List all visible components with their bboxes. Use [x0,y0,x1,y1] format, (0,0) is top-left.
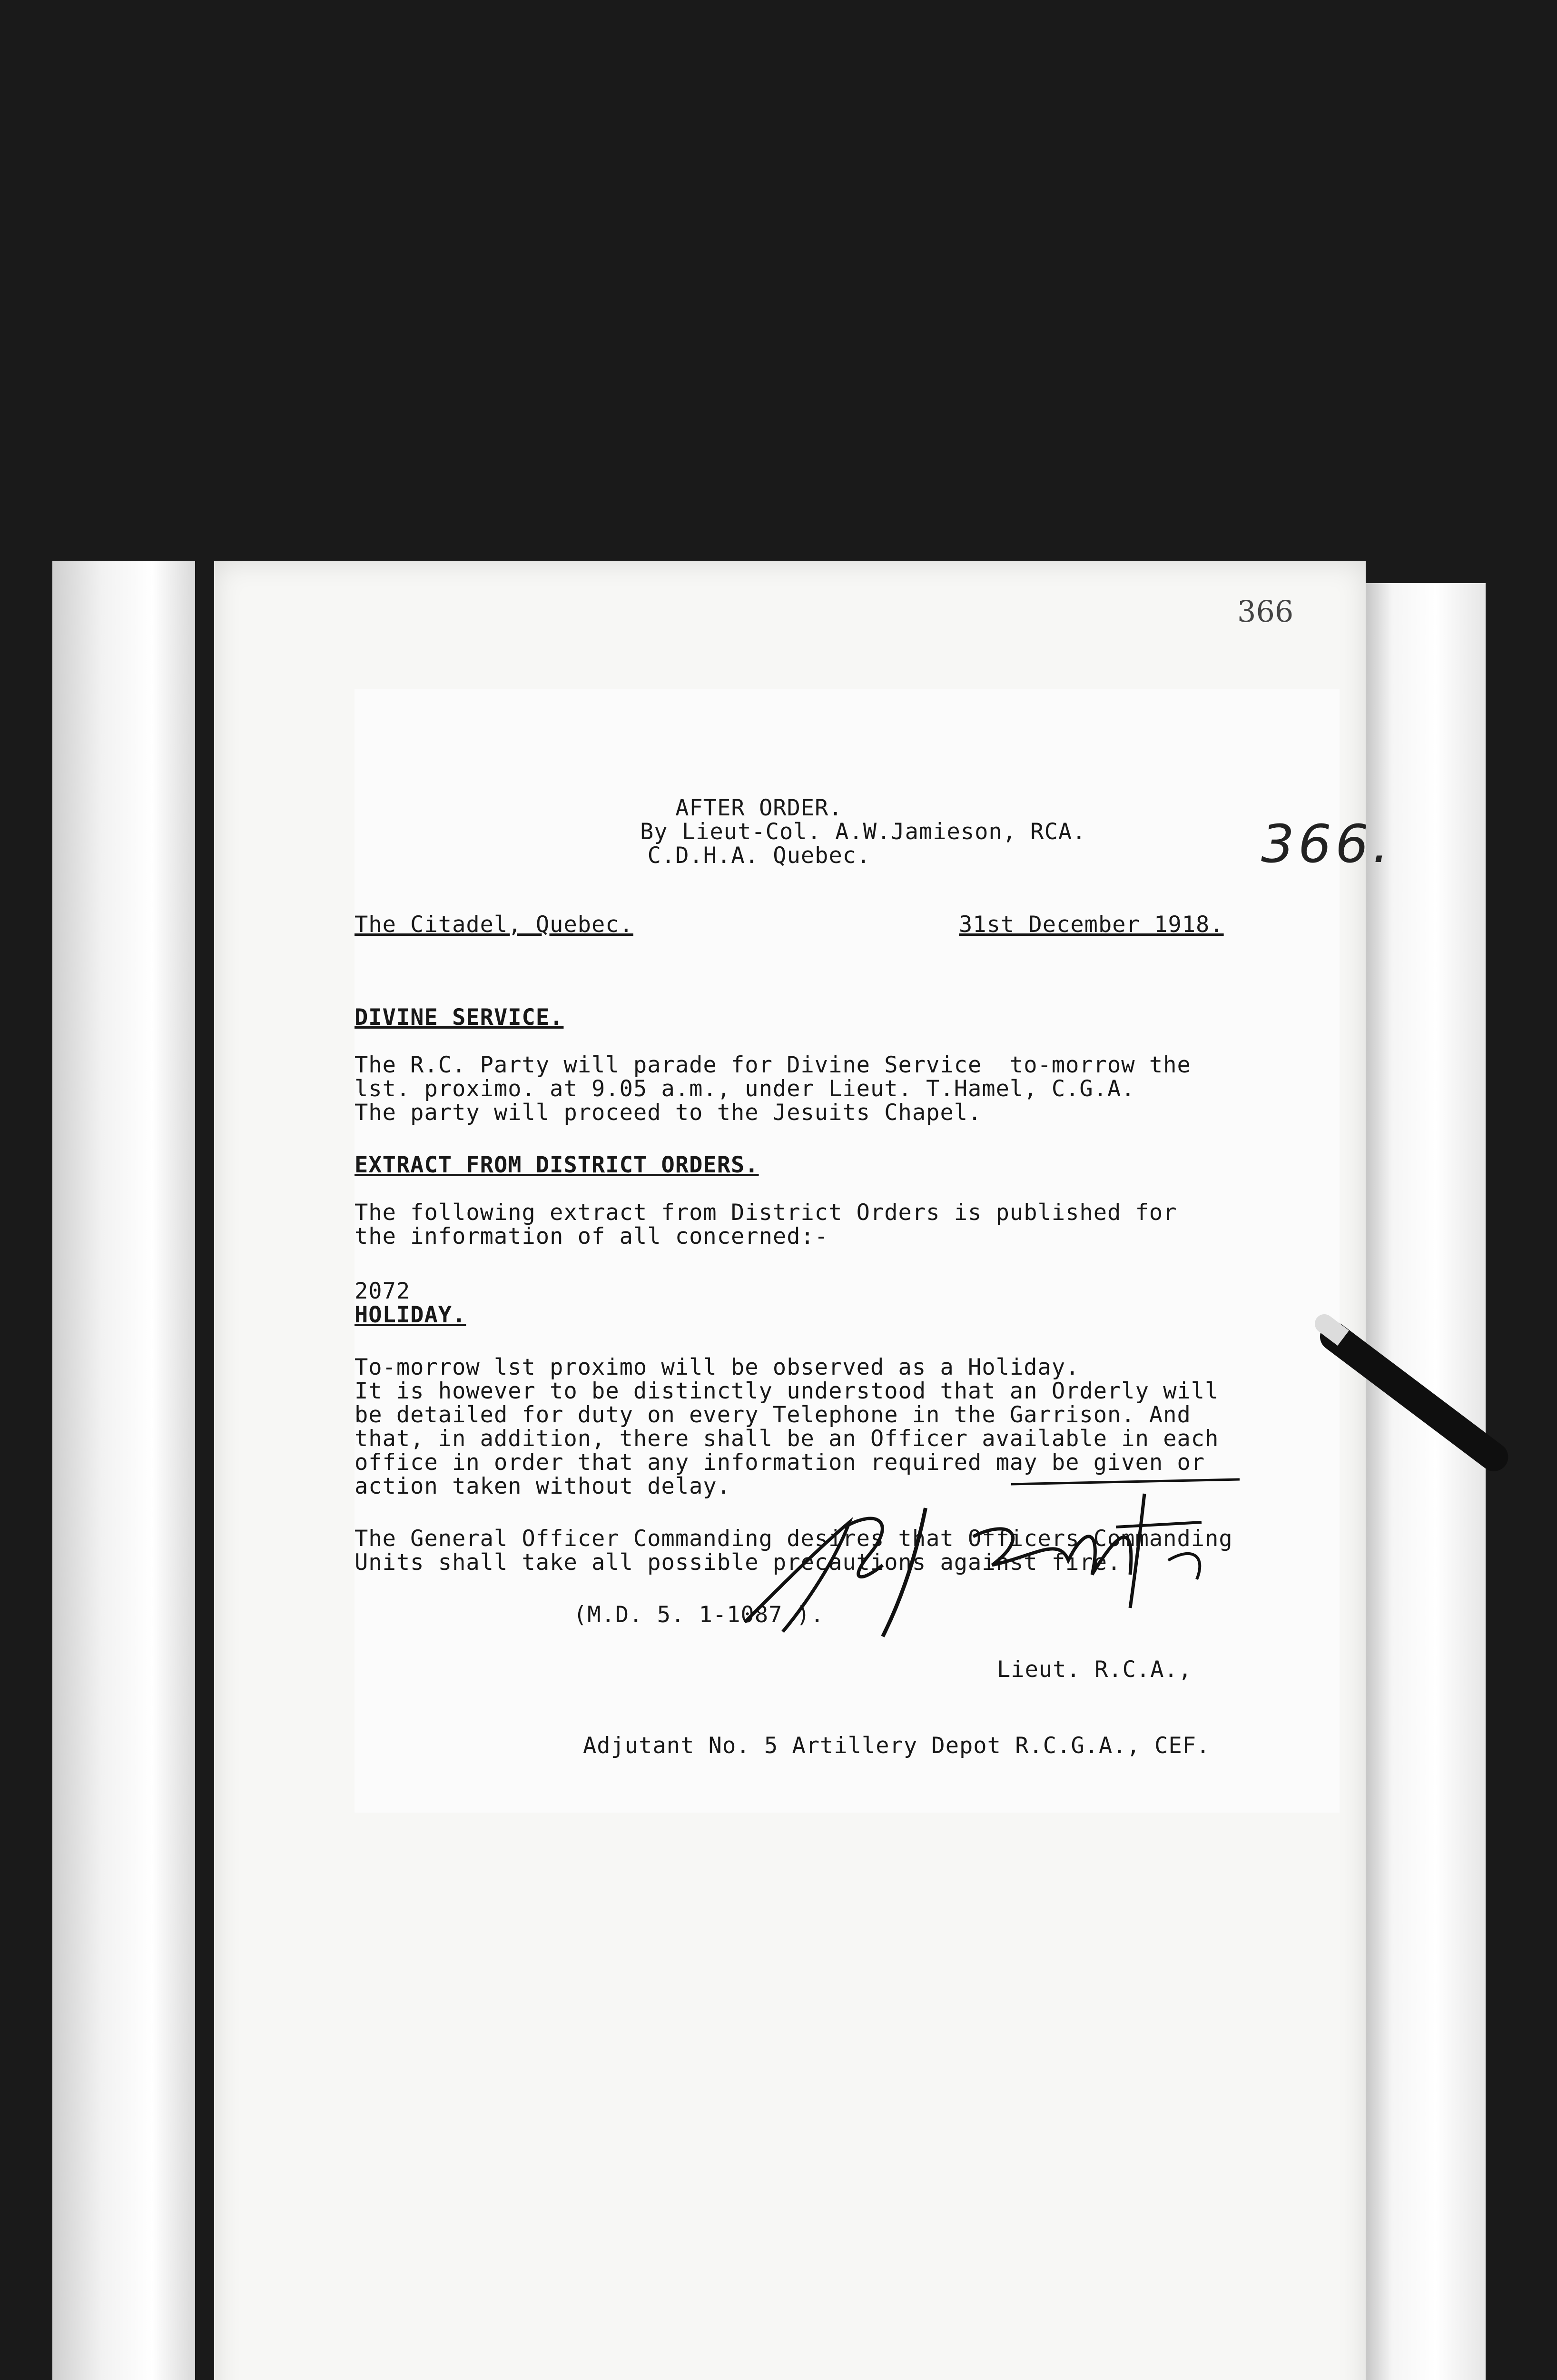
holiday-line-3: be detailed for duty on every Telephone in the Garrison. And [355,1402,1191,1428]
date: 31st December 1918. [959,912,1224,938]
extract-line-2: the information of all concerned:- [355,1223,829,1250]
holiday-line-4: that, in addition, there shall be an Officer available in each [355,1426,1219,1452]
order-office: C.D.H.A. Quebec. [647,843,871,869]
divine-line-1: The R.C. Party will parade for Divine Service to-morrow the [355,1052,1191,1078]
heading-holiday: HOLIDAY. [355,1302,466,1328]
divine-line-3: The party will proceed to the Jesuits Chapel. [355,1100,982,1126]
document-page [214,561,1393,2380]
heading-divine-service: DIVINE SERVICE. [355,1004,564,1031]
holiday-para2-line-2: Units shall take all possible precautions against fire. [355,1549,1122,1576]
heading-extract: EXTRACT FROM DISTRICT ORDERS. [355,1152,759,1178]
back-sheet [52,561,195,2380]
holiday-para2-line-1: The General Officer Commanding desires that Officers Commanding [355,1526,1233,1552]
signature-rank: Lieut. R.C.A., [997,1656,1192,1683]
divine-line-2: lst. proximo. at 9.05 a.m., under Lieut. T.Hamel, C.G.A. [355,1076,1135,1102]
order-header [640,795,1086,869]
order-title: AFTER ORDER. [675,795,843,821]
handwritten-signature [726,1465,1249,1646]
holiday-line-2: It is however to be distinctly understood that an Orderly will [355,1378,1219,1404]
page-number-printed: 366 [1237,594,1294,629]
extract-line-1: The following extract from District Orders is published for [355,1200,1177,1226]
holiday-line-6: action taken without delay. [355,1473,731,1499]
order-number: 2072 [355,1278,411,1304]
place: The Citadel, Quebec. [355,912,633,938]
holiday-line-1: To-morrow lst proximo will be observed as a Holiday. [355,1354,1080,1380]
signature-appointment: Adjutant No. 5 Artillery Depot R.C.G.A., CEF. [583,1733,1211,1759]
page-number-handwritten: 366. [1261,813,1393,874]
reference: (M.D. 5. 1-1087 ). [573,1602,825,1628]
order-by-line: By Lieut-Col. A.W.Jamieson, RCA. [640,819,1086,845]
holiday-line-5: office in order that any information required may be given or [355,1449,1205,1476]
typed-order [355,689,1393,1813]
